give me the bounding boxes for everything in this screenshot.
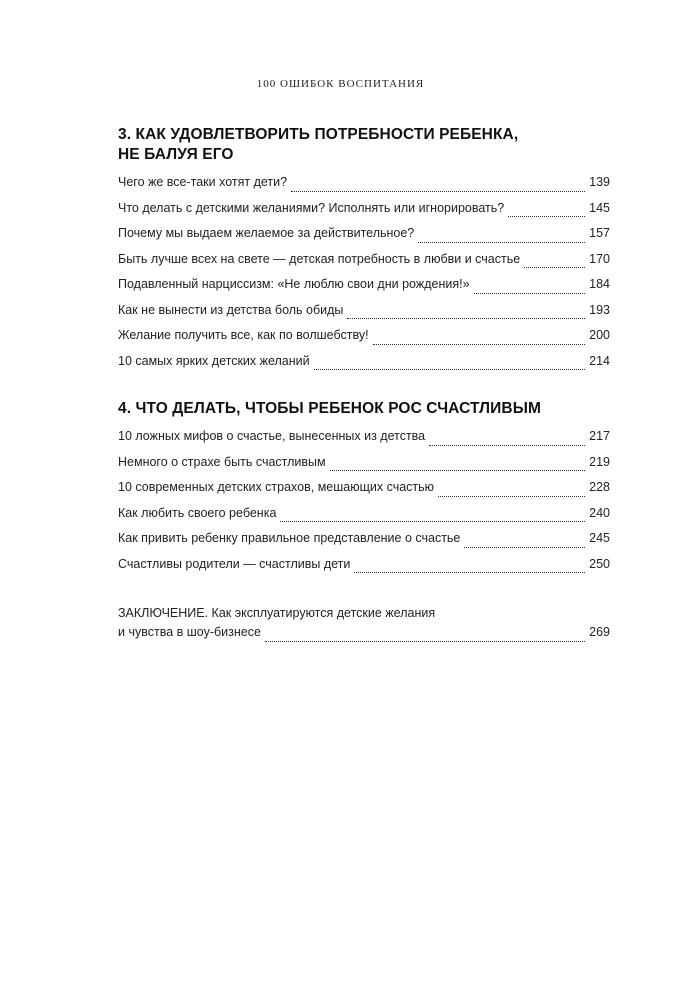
toc-entry-label: Чего же все-таки хотят дети? bbox=[118, 175, 288, 189]
toc-entry-label: Подавленный нарциссизм: «Не люблю свои дни рождения!» bbox=[118, 277, 470, 291]
toc-entry-page: 228 bbox=[589, 480, 610, 494]
toc-entry-label: Почему мы выдаем желаемое за действительное? bbox=[118, 226, 415, 240]
dot-leader bbox=[280, 520, 585, 522]
chapter-title bbox=[118, 399, 610, 419]
conclusion-page: 269 bbox=[589, 625, 610, 639]
toc-entry bbox=[118, 175, 610, 201]
toc-entry-page: 184 bbox=[589, 277, 610, 291]
toc-entry-label: 10 современных детских страхов, мешающих счастью bbox=[118, 480, 435, 494]
toc-entry-label: Немного о страхе быть счастливым bbox=[118, 454, 326, 469]
dot-leader bbox=[524, 266, 585, 268]
toc-entry-label: Быть лучше всех на свете — детская потребность в любви и счастье bbox=[118, 251, 521, 266]
toc-entry bbox=[118, 354, 610, 380]
toc-entry bbox=[118, 226, 610, 252]
dot-leader bbox=[354, 571, 585, 573]
toc-entry bbox=[118, 531, 610, 557]
dot-leader bbox=[429, 444, 585, 446]
chapter-3 bbox=[118, 125, 610, 379]
dot-leader bbox=[464, 546, 585, 548]
toc-entry-page: 193 bbox=[589, 302, 610, 317]
table-of-contents bbox=[118, 125, 610, 651]
toc-entry-page: 250 bbox=[589, 556, 610, 571]
chapter-title-line1: 3. КАК УДОВЛЕТВОРИТЬ ПОТРЕБНОСТИ РЕБЕНКА, bbox=[118, 126, 519, 143]
toc-entry-page: 219 bbox=[589, 454, 610, 469]
toc-entry-label: Как привить ребенку правильное представление о счастье bbox=[118, 531, 461, 545]
toc-entry bbox=[118, 328, 610, 354]
dot-leader bbox=[330, 469, 586, 471]
dot-leader bbox=[438, 495, 585, 497]
toc-entry-page: 139 bbox=[589, 175, 610, 189]
dot-leader bbox=[291, 190, 585, 192]
dot-leader bbox=[373, 343, 586, 345]
conclusion-entry bbox=[118, 602, 610, 651]
chapter-title-line2: НЕ БАЛУЯ ЕГО bbox=[118, 146, 234, 163]
toc-entry bbox=[118, 303, 610, 329]
toc-entry-label: 10 самых ярких детских желаний bbox=[118, 353, 310, 368]
toc-entry bbox=[118, 252, 610, 278]
running-head: 100 ОШИБОК ВОСПИТАНИЯ bbox=[256, 78, 425, 90]
dot-leader bbox=[474, 292, 586, 294]
toc-entry bbox=[118, 480, 610, 506]
toc-entry-page: 245 bbox=[589, 531, 610, 545]
toc-entry-page: 240 bbox=[589, 505, 610, 520]
dot-leader bbox=[508, 215, 585, 217]
toc-entry bbox=[118, 506, 610, 532]
toc-entry bbox=[118, 277, 610, 303]
toc-entry bbox=[118, 455, 610, 481]
chapter-title-line1: 4. ЧТО ДЕЛАТЬ, ЧТОБЫ РЕБЕНОК РОС СЧАСТЛИВЫМ bbox=[118, 400, 541, 417]
toc-entry-page: 145 bbox=[589, 200, 610, 215]
toc-entry-label: Как любить своего ребенка bbox=[118, 505, 277, 520]
toc-entry bbox=[118, 429, 610, 455]
dot-leader bbox=[347, 317, 585, 319]
toc-entry-page: 217 bbox=[589, 429, 610, 443]
toc-entry-label: Как не вынести из детства боль обиды bbox=[118, 302, 344, 317]
toc-entry-page: 214 bbox=[589, 353, 610, 368]
toc-entry-label: 10 ложных мифов о счастье, вынесенных из детства bbox=[118, 429, 426, 443]
chapter-4 bbox=[118, 399, 610, 582]
toc-entry-label: Желание получить все, как по волшебству! bbox=[118, 328, 369, 342]
toc-entry-page: 200 bbox=[589, 328, 610, 342]
conclusion-label-line1: ЗАКЛЮЧЕНИЕ. Как эксплуатируются детские желания bbox=[118, 606, 436, 620]
toc-entry bbox=[118, 201, 610, 227]
toc-entry bbox=[118, 557, 610, 583]
dot-leader bbox=[418, 241, 585, 243]
dot-leader bbox=[314, 368, 586, 370]
toc-entry-page: 157 bbox=[589, 226, 610, 240]
chapter-title bbox=[118, 125, 610, 165]
dot-leader bbox=[265, 640, 585, 642]
conclusion-label-line2: и чувства в шоу-бизнесе bbox=[118, 625, 261, 639]
toc-entry-label: Счастливы родители — счастливы дети bbox=[118, 556, 351, 571]
conclusion-row bbox=[118, 625, 610, 651]
toc-entry-label: Что делать с детскими желаниями? Исполнять или игнорировать? bbox=[118, 200, 505, 215]
toc-entry-page: 170 bbox=[589, 251, 610, 266]
